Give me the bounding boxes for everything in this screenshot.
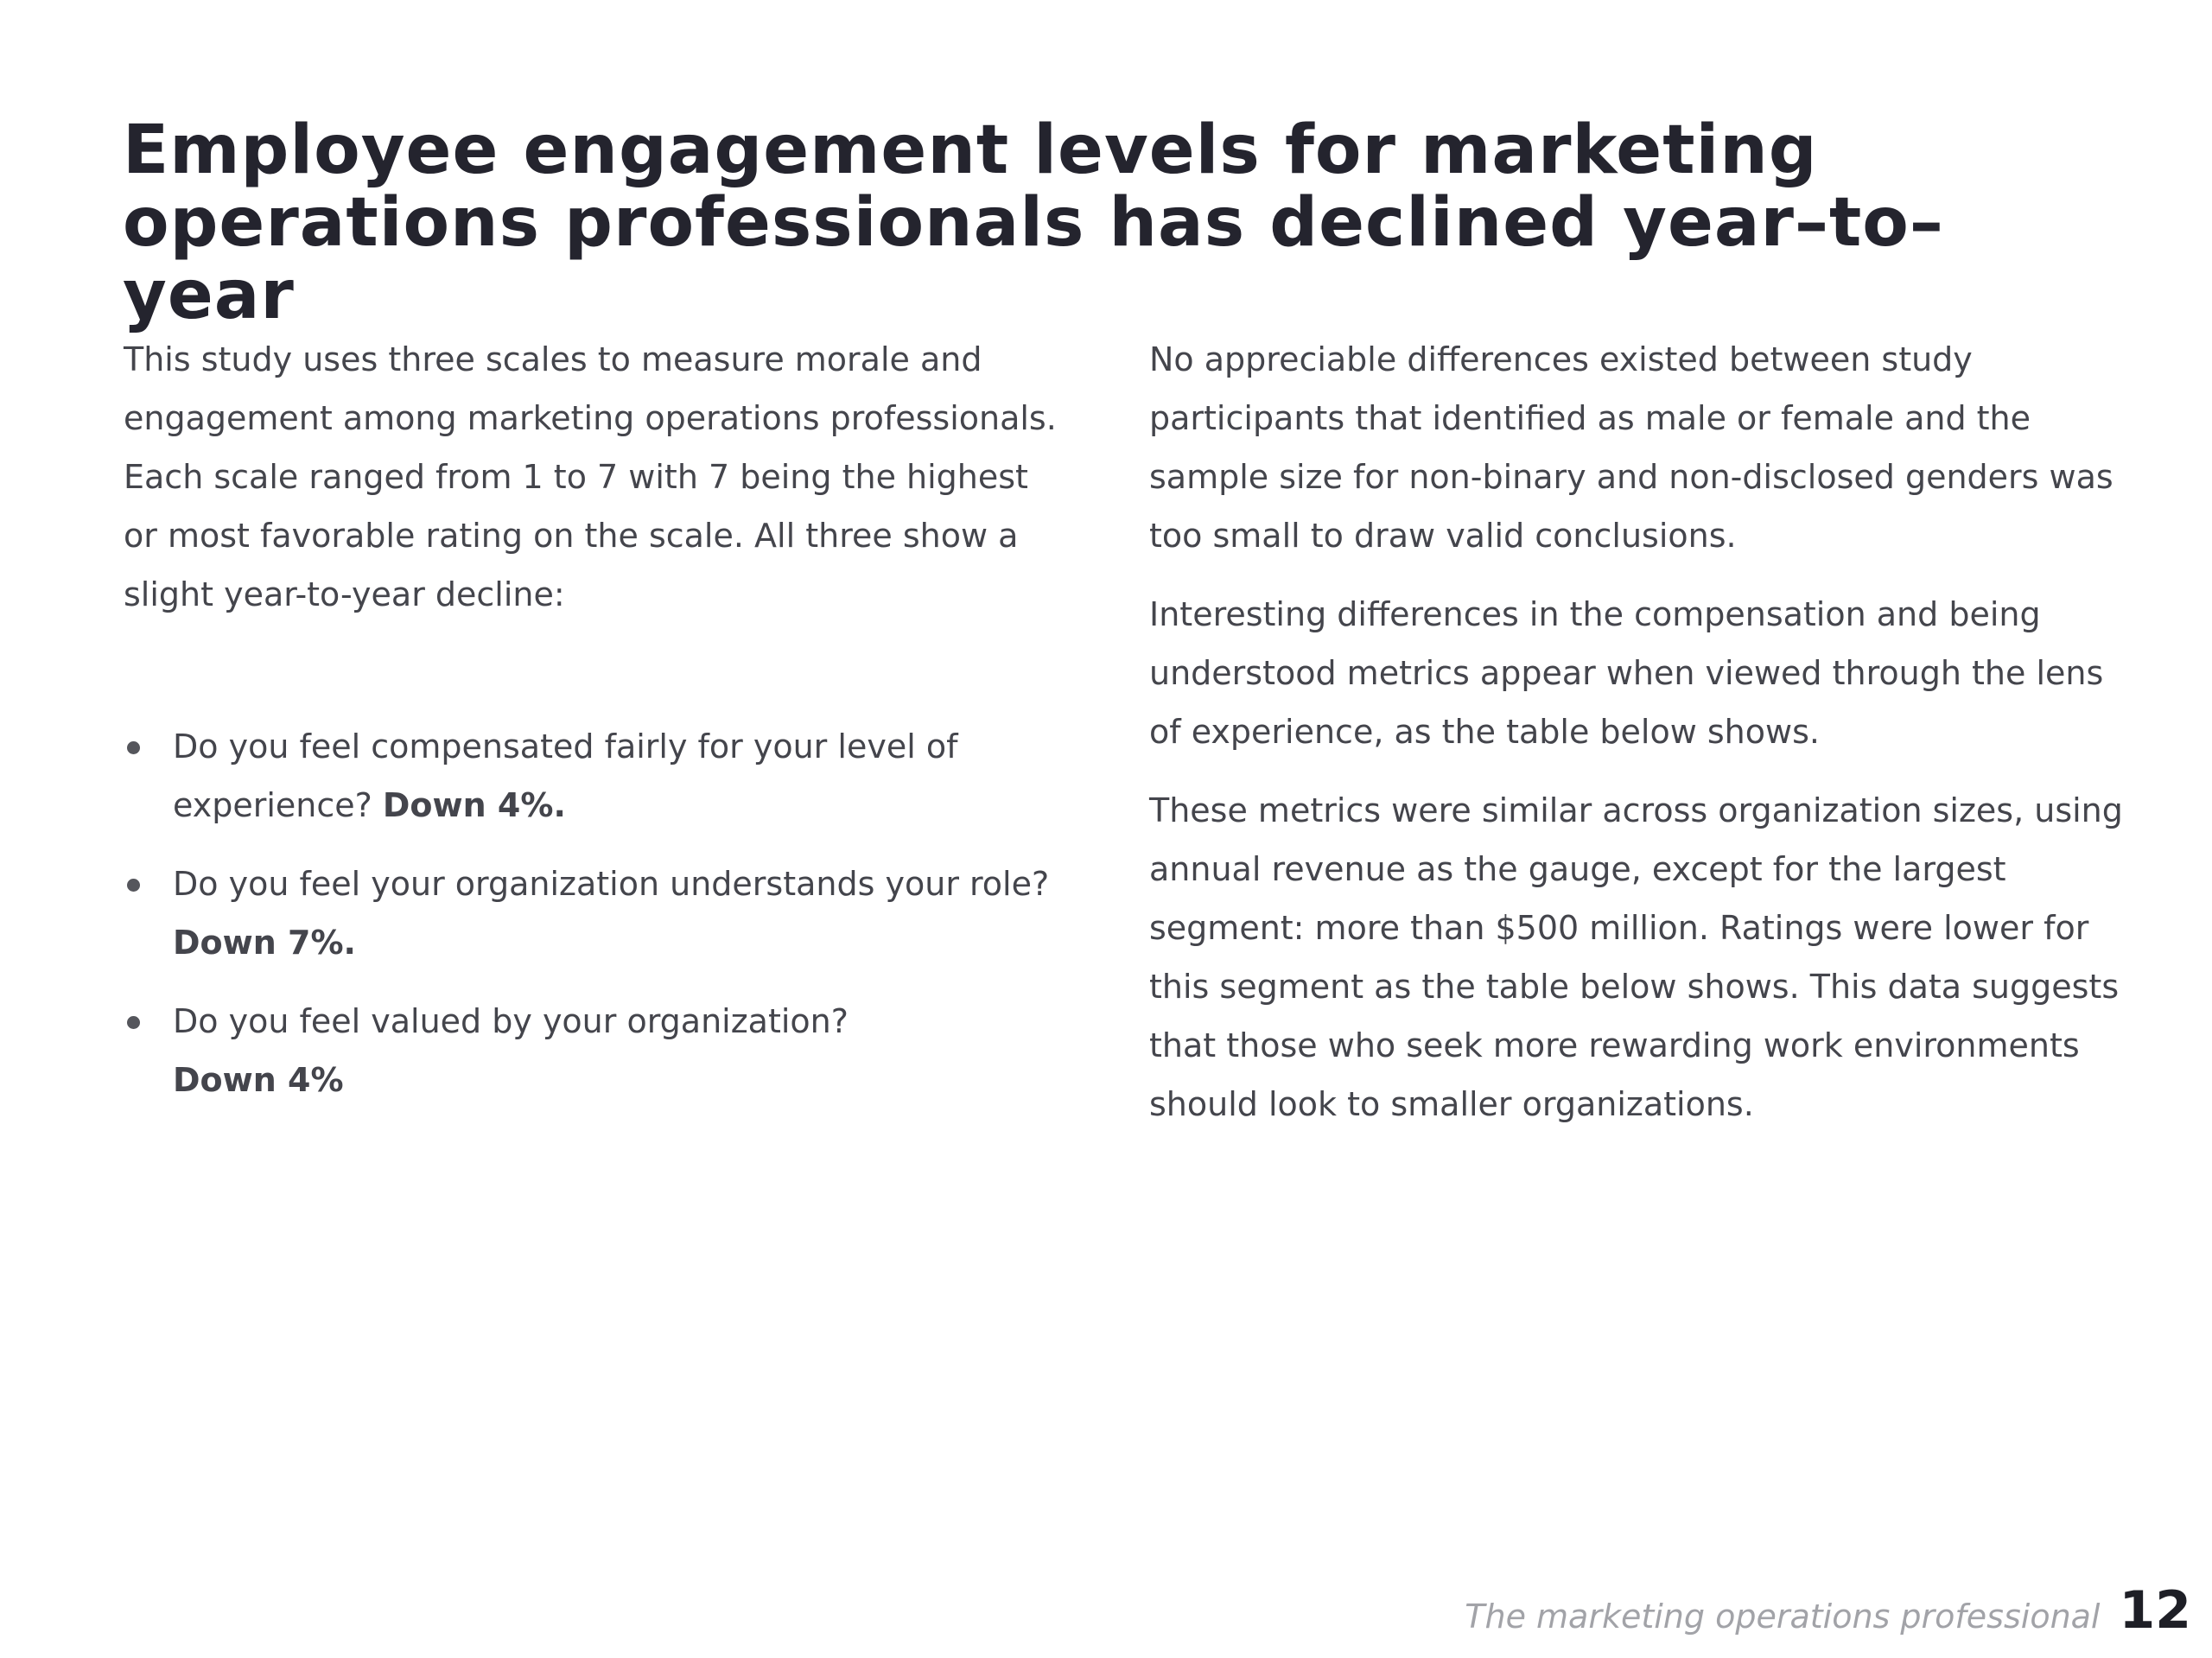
question-text: Do you feel valued by your organization? <box>173 1002 849 1040</box>
bullet-icon <box>127 879 140 892</box>
left-column <box>124 330 1065 644</box>
bullet-icon <box>127 1016 140 1029</box>
publication-title: The marketing operations professional <box>1465 1598 2101 1636</box>
question-text: Do you feel your organization understands your role? <box>173 865 1050 903</box>
page-footer <box>1465 1580 2191 1641</box>
list-item <box>124 992 1074 1109</box>
result-text: Down 4%. <box>382 786 566 824</box>
intro-paragraph: This study uses three scales to measure morale and engagement among marketing operations professionals. Each scale ranged from 1 to 7 with 7 being the highest or most favorable rating on the scale. All three show a slight year-to-year decline: <box>124 340 1057 613</box>
page-number: 12 <box>2119 1580 2191 1641</box>
question-text: Do you feel compensated fairly for your level of experience? <box>173 727 958 824</box>
survey-question-list <box>124 717 1074 1129</box>
page-title-line-1: Employee engagement levels for marketing <box>123 111 1818 189</box>
body-paragraph: No appreciable differences existed between study participants that identified as male or female and the sample size for non-binary and non-disclosed genders was too small to draw valid conclusions. <box>1149 340 2113 555</box>
page-title <box>123 111 2110 334</box>
right-column <box>1149 330 2126 1153</box>
body-paragraph: Interesting differences in the compensation and being understood metrics appear when viewed through the lens of experience, as the table below shows. <box>1149 595 2104 751</box>
bullet-icon <box>127 741 140 754</box>
list-item <box>124 854 1074 972</box>
body-paragraph: These metrics were similar across organization sizes, using annual revenue as the gauge, except for the largest segment: more than $500 million. Ratings were lower for this segment as the table below shows. This data suggests that those who seek more rewarding work environments should look to smaller organizations. <box>1149 791 2123 1123</box>
result-text: Down 4% <box>173 1061 344 1099</box>
list-item <box>124 717 1074 835</box>
page-title-line-2: operations professionals has declined year–to–year <box>123 184 1944 334</box>
result-text: Down 7%. <box>173 924 356 962</box>
